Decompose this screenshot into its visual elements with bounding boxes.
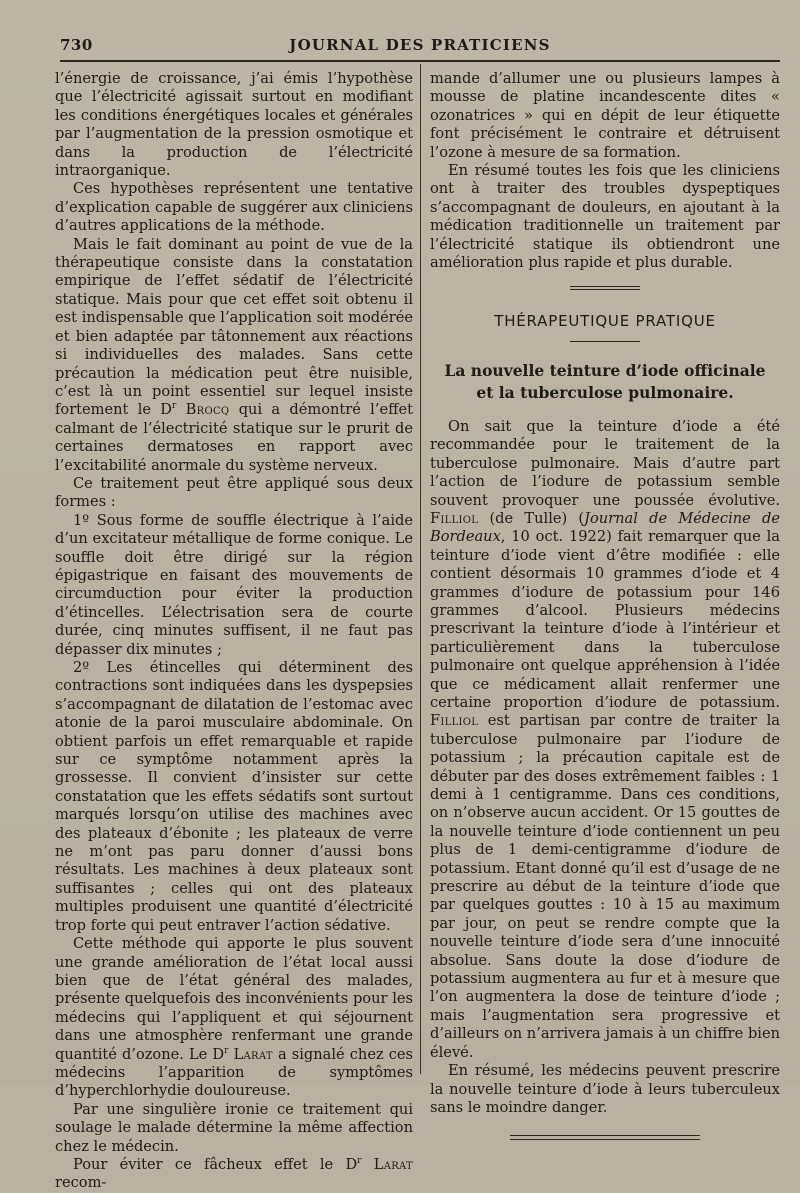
left-paragraph-5: 1º Sous forme de souffle électrique à l’aide d’un excitateur métallique de forme conique. Le souffle doit être dirigé sur la région épigastrique en faisant des mouvements de circumduction pour éviter la production d’étincelles. L’électrisation sera de courte durée, cinq minutes suffisent, il ne faut pas dépasser dix minutes ; (55, 511, 413, 658)
left-paragraph-8: Par une singulière ironie ce traitement qui soulage le malade détermine la même affection chez le médecin. (55, 1100, 413, 1155)
page-header (60, 36, 780, 58)
left-paragraph-9 (55, 1156, 413, 1193)
left-paragraph-4: Ce traitement peut être appliqué sous deux formes : (55, 474, 413, 511)
text-span: Mais le fait dominant au point de vue de la thérapeutique consiste dans la constatation empirique de l’effet sédatif de l’électricité statique. Mais pour que cet effet soit obtenu il est indispensable que l’application soit modérée et bien adaptée par tâtonnement aux réactions si individuelles des malades. Sans cette précaution la médication peut être nuisible, c’est là un point essentiel sur lequel insiste fortement le (55, 235, 413, 419)
left-paragraph-7 (55, 935, 413, 1101)
left-paragraph-3 (55, 236, 413, 475)
left-paragraph-6: 2º Les étincelles qui déterminent des contractions sont indiquées dans les dyspepsies s’accompagnant de dilatation de l’estomac avec atonie de la paroi musculaire abdominale. On obtient parfois un effet remarquable et rapide sur ce symptôme notamment après la grossesse. Il convient d’insister sur cette constatation que les effets sédatifs sont surtout marqués lorsqu’on utilise des machines avec des plateaux d’ébonite ; les plateaux de verre ne m’ont pas paru donner d’aussi bons résultats. Les machines à deux plateaux sont suffisantes ; celles qui ont des plateaux multiples produisent une quantité d’électricité trop forte qui peut entraver l’action sédative. (55, 659, 413, 934)
article-title-line-1: La nouvelle teinture d’iode officinale (444, 360, 766, 380)
doctor-abbrev-sup: r (224, 1045, 229, 1056)
text-span: qui a démontré l’effet calmant de l’électricité statique sur le prurit de certaines dermatoses en rapport avec l’excitabilité anormale du système nerveux. (55, 401, 413, 474)
left-paragraph-1: l’énergie de croissance, j’ai émis l’hypothèse que l’électricité agissait surtout en modifiant les conditions énergétiques locales et générales par l’augmentation de la pression osmotique et dans la production de l’électricité intraorganique. (55, 70, 413, 180)
doctor-abbrev-sup: r (172, 401, 177, 412)
column-divider (420, 64, 421, 1074)
article-end-rule (510, 1135, 700, 1140)
text-span: , 10 oct. 1922) fait remarquer que la teinture d’iode vient d’être modifiée : elle contient désormais 10 grammes d’iode et 4 grammes d’iodure de potassium pour 146 grammes d’alcool. Plusieurs médecins prescrivant la teinture d’iode à l’intérieur et particulièrement dans la tuberculose pulmonaire ont quelque appréhension à l’idée que ce médicament allait renfermer une certaine proportion d’iodure de potassium. (430, 528, 780, 711)
text-span: On sait que la teinture d’iode a été recommandée pour le traitement de la tuberculose pulmonaire. Mais d’autre part l’action de l’iodure de potassium semble souvent provoquer une poussée évolutive. (430, 417, 780, 509)
text-span: est partisan par contre de traiter la tuberculose pulmonaire par l’iodure de potassium ; la précaution capitale est de débuter par des doses extrêmement faibles : 1 demi à 1 centigramme. Dans ces conditions, on n’observe aucun accident. Or 15 gouttes de la nouvelle teinture d’iode contiennent un peu plus de 1 demi-centigramme d’iodure de potassium. Etant donné qu’il est d’usage de ne prescrire au début de la teinture d’iode que par quelques gouttes : 10 à 15 au maximum par jour, on peut se rendre compte que la nouvelle teinture d’iode sera d’une innocuité absolue. Sans doute la dose d’iodure de potassium augmentera au fur et à mesure que l’on augmentera la dose de teinture d’iode ; mais l’augmentation sera progressive et d’ailleurs on n’arrivera jamais à un chiffre bien élevé. (430, 712, 781, 1061)
article-paragraph-1 (430, 418, 780, 1062)
text-span: Pour éviter ce fâcheux effet le (73, 1155, 334, 1173)
header-rule (60, 60, 780, 62)
author-name: Larat (373, 1155, 414, 1173)
doctor-abbrev-sup: r (357, 1156, 362, 1167)
right-column (430, 70, 780, 1140)
left-paragraph-2: Ces hypothèses représentent une tentative d’explication capable de suggérer aux cliniciens d’autres applications de la méthode. (55, 180, 413, 235)
doctor-abbrev: D (160, 401, 172, 419)
section-separator (570, 286, 640, 290)
section-title: THÉRAPEUTIQUE PRATIQUE (494, 312, 716, 331)
journal-citation: Journal de Médecine de Bordeaux (430, 509, 780, 546)
author-name: Brocq (185, 401, 230, 419)
doctor-abbrev: D (212, 1045, 225, 1063)
author-name: Larat (233, 1045, 273, 1063)
text-span: (de Tulle) ( (489, 509, 585, 527)
journal-title: JOURNAL DES PRATICIENS (289, 36, 551, 54)
right-paragraph-1: mande d’allumer une ou plusieurs lampes à mousse de platine incandescente dites « ozonatrices » qui en dépit de leur étiquette font précisément le contraire et détruisent l’ozone à mesure de sa formation. (430, 70, 780, 161)
article-title-line-2: et la tuberculose pulmonaire. (476, 382, 734, 402)
section-title-rule (570, 341, 640, 342)
right-paragraph-2: En résumé toutes les fois que les cliniciens ont à traiter des troubles dyspeptiques s’accompagnant de douleurs, en ajoutant à la médication traditionnelle un traitement par l’électricité statique ils obtiendront une amélioration plus rapide et plus durable. (430, 162, 780, 272)
page-number: 730 (60, 36, 93, 54)
text-span: Cette méthode qui apporte le plus souvent une grande amélioration de l’état local aussi bien que de l’état général des malades, présente quelquefois des inconvénients pour les médecins qui l’appliquent et qui séjournent dans une atmosphère renfermant une grande quantité d’ozone. Le (55, 935, 413, 1063)
text-span: recom- (55, 1174, 107, 1192)
doctor-abbrev: D (345, 1155, 358, 1173)
article-body (430, 418, 780, 1117)
left-column (55, 70, 413, 1193)
text-span: a signalé chez ces médecins l’apparition de symptômes d’hyperchlorhydie douloureuse. (55, 1045, 414, 1100)
author-name: Filliol (430, 712, 479, 730)
author-name: Filliol (430, 509, 479, 527)
article-paragraph-2: En résumé, les médecins peuvent prescrire la nouvelle teinture d’iode à leurs tuberculeux sans le moindre danger. (430, 1062, 780, 1116)
article-title (430, 360, 780, 404)
